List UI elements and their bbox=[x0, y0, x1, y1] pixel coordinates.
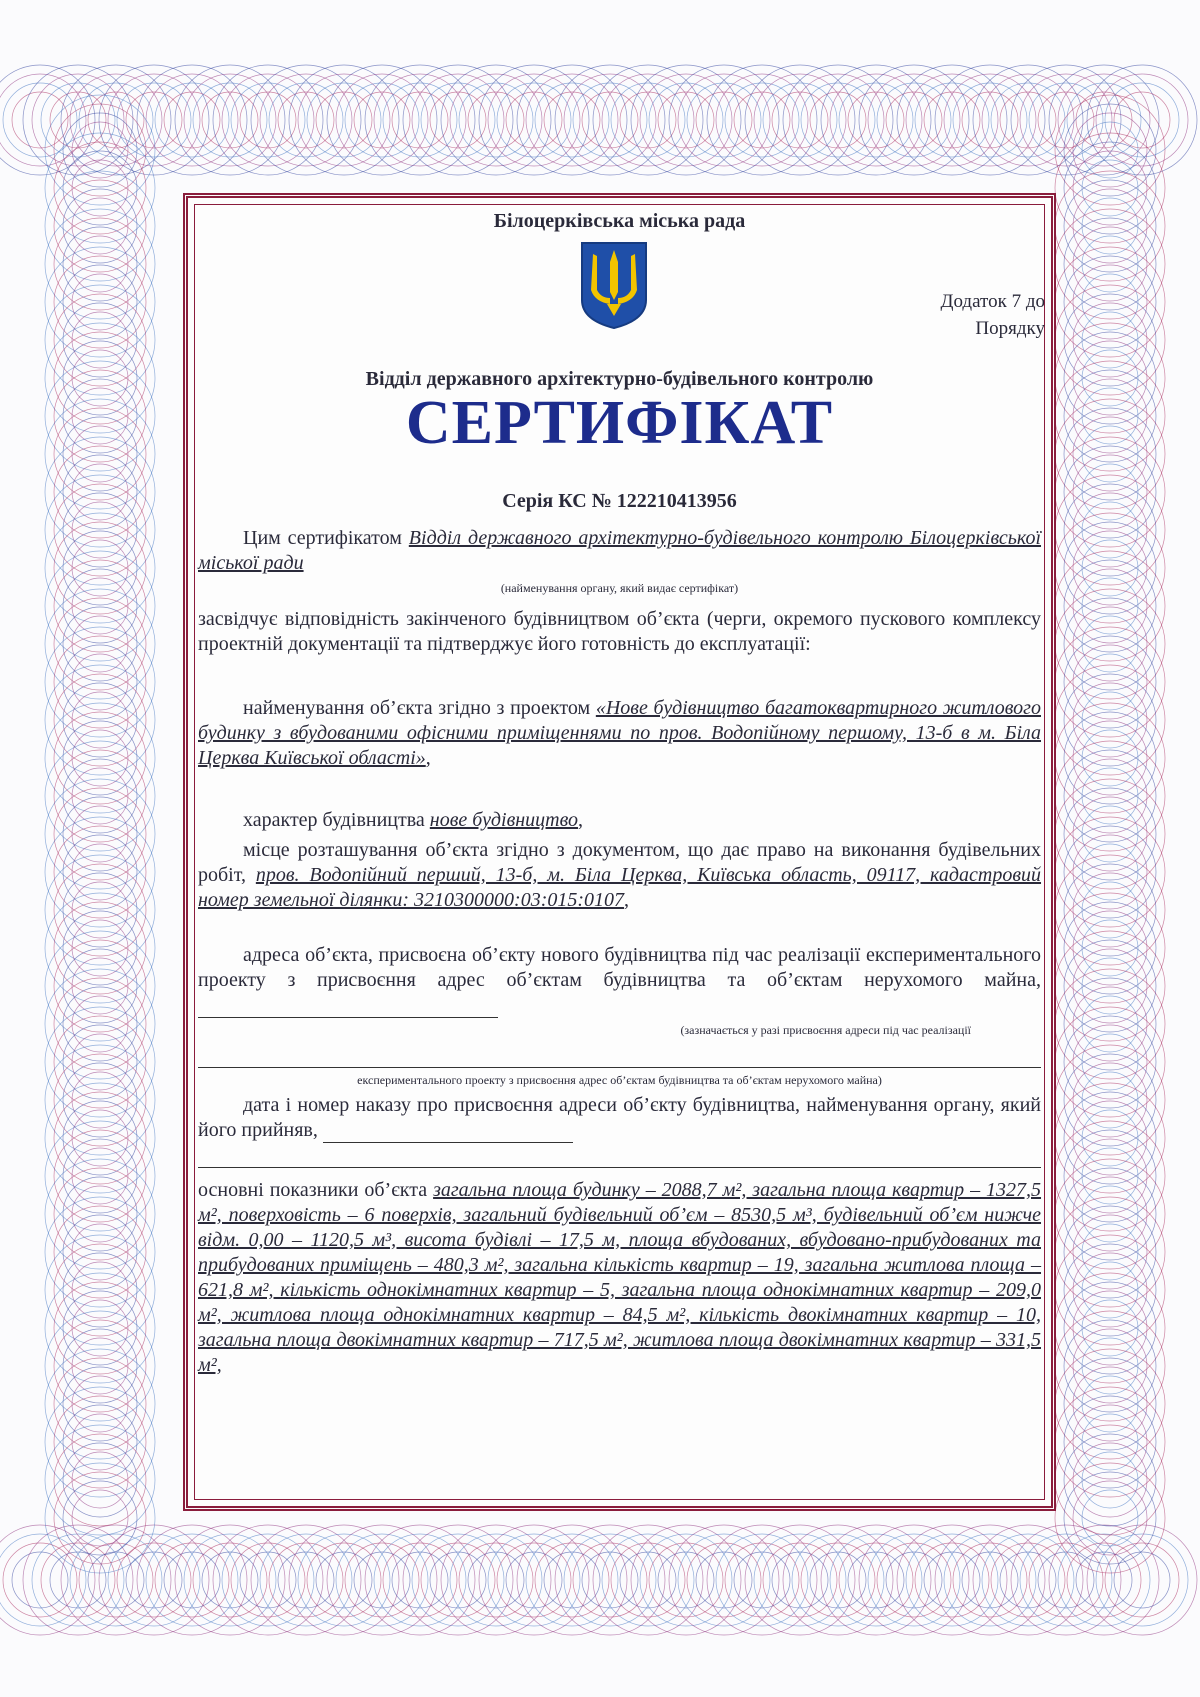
issuer-name: Відділ державного архітектурно-будівельного контролю Білоцерківської міської ради bbox=[198, 527, 1042, 574]
trident-icon bbox=[579, 240, 649, 330]
location-block: місце розташування об’єкта згідно з документом, що дає право на виконання будівельних робіт, пров. Водопійний перший, 13-б, м. Біла Церква, Київська область, 09117, кадастровий номер земельної ділянки: 3210300000:03:015:0107, bbox=[198, 839, 1042, 911]
series-number: Серія КС № 122210413956 bbox=[502, 490, 737, 512]
construction-type-block: характер будівництва нове будівництво, bbox=[243, 809, 584, 831]
order-label: дата і номер наказу про присвоєння адреси об’єкту будівництва, найменування органу, який його прийняв, bbox=[198, 1094, 1041, 1141]
object-name-block: найменування об’єкта згідно з проектом «Нове будівництво багатоквартирного житлового будинку з вбудованими офісними приміщеннями по пров. Водопійному першому, 13-б в м. Біла Церква Київської області», bbox=[198, 697, 1041, 769]
order-field bbox=[323, 1122, 573, 1143]
object-name-value: «Нове будівництво багатоквартирного житлового будинку з вбудованими офісними приміщеннями по пров. Водопійному першому, 13-б в м. Біла Церква Київської області» bbox=[198, 697, 1041, 769]
assigned-address-caption-1: (зазначається у разі присвоєння адреси під час реалізації bbox=[680, 1023, 971, 1037]
department-name: Відділ державного архітектурно-будівельного контролю bbox=[365, 368, 874, 390]
object-name-label: найменування об’єкта згідно з проектом bbox=[243, 697, 591, 719]
location-value: пров. Водопійний перший, 13-б, м. Біла Церква, Київська область, 09117, кадастровий номер земельної ділянки: 3210300000:03:015:0107 bbox=[198, 864, 1042, 911]
location-label: місце розташування об’єкта згідно з документом, що дає право на виконання будівельних робіт, bbox=[198, 839, 1041, 886]
assigned-address-block bbox=[198, 943, 1041, 1093]
indicators-value: загальна площа будинку – 2088,7 м², загальна площа квартир – 1327,5 м², поверховість – 6 поверхів, загальний будівельний об’єм – 8530,5 м³, будівельний об’єм нижче відм. 0,00 – 1120,5 м³, висота будівлі – 17,5 м, площа вбудованих, вбудовано-прибудованих та прибудованих приміщень – 480,3 м², загальна кількість квартир – 19, загальна житлова площа – 621,8 м², кількість однокімнатних квартир – 5, загальна площа однокімнатних квартир – 209,0 м², житлова площа однокімнатних квартир – 84,5 м², кількість двокімнатних квартир – 10, загальна площа двокімнатних квартир – 717,5 м², житлова площа двокімнатних квартир – 331,5 м², bbox=[198, 1179, 1042, 1376]
indicators-block bbox=[198, 1178, 1041, 1378]
assigned-address-label: адреса об’єкта, присвоєна об’єкту нового будівництва під час реалізації експериментального проекту з присвоєння адрес об’єктам будівництва та об’єктам нерухомого майна, bbox=[198, 944, 1041, 991]
issuer-caption: (найменування органу, який видає сертифікат) bbox=[500, 581, 739, 595]
intro-block bbox=[198, 526, 1041, 657]
addendum-note: Додаток 7 до Порядку bbox=[940, 291, 1045, 339]
statement-text: засвідчує відповідність закінченого будівництвом об’єкта (черги, окремого пускового комплексу проектній документації та підтверджує його готовність до експлуатації: bbox=[198, 608, 1041, 655]
certificate-frame bbox=[183, 193, 1056, 1511]
assigned-address-caption-2: експериментального проекту з присвоєння адрес об’єктам будівництва та об’єктам нерухомого майна) bbox=[357, 1073, 882, 1087]
certificate-title: СЕРТИФІКАТ bbox=[405, 389, 834, 457]
indicators-label: основні показники об’єкта bbox=[198, 1179, 428, 1201]
council-name: Білоцерківська міська рада bbox=[493, 210, 746, 232]
construction-type-value: нове будівництво bbox=[429, 809, 579, 831]
assigned-address-field bbox=[198, 997, 498, 1018]
order-line bbox=[198, 1143, 1041, 1168]
intro-prefix: Цим сертифікатом bbox=[243, 527, 402, 549]
construction-type-label: характер будівництва bbox=[243, 809, 425, 831]
assigned-address-line bbox=[198, 1043, 1041, 1068]
order-block bbox=[198, 1093, 1041, 1168]
